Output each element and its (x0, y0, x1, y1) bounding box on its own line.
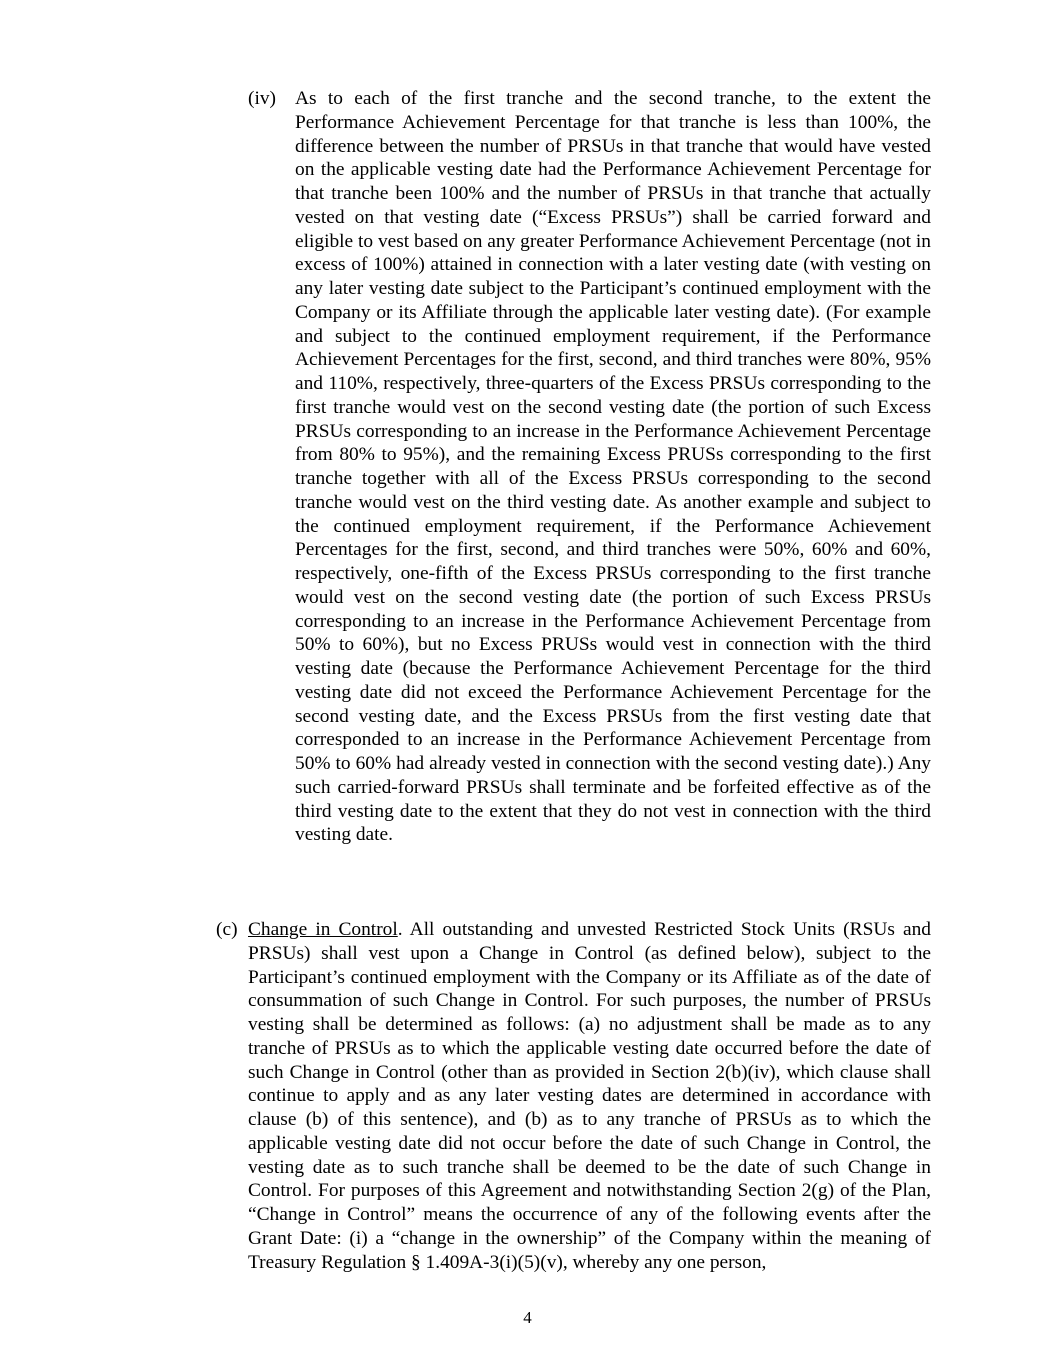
item-iv-label: (iv) (248, 88, 276, 109)
item-iv-paragraph: As to each of the first tranche and the second tranche, to the extent the Performance Achievement Percentage for that tranche is less than 100%, the difference between the number of PRSUs in that tranche that would have vested on the applicable vesting date had the Performance Achievement Percentage for that tranche been 100% and the number of PRSUs in that tranche that actually vested on that vesting date (“Excess PRSUs”) shall be carried forward and eligible to vest based on any greater Performance Achievement Percentage (not in excess of 100%) attained in connection with a later vesting date (with vesting on any later vesting date subject to the Participant’s continued employment with the Company or its Affiliate through the applicable later vesting date). (For example and subject to the continued employment requirement, if the Performance Achievement Percentages for the first, second, and third tranches were 80%, 95% and 110%, respectively, three-quarters of the Excess PRSUs corresponding to the first tranche would vest on the second vesting date (the portion of such Excess PRSUs corresponding to an increase in the Performance Achievement Percentage from 80% to 95%), and the remaining Excess PRUSs corresponding to the first tranche together with all of the Excess PRSUs corresponding to the second tranche would vest on the third vesting date. As another example and subject to the continued employment requirement, if the Performance Achievement Percentages for the first, second, and third tranches were 50%, 60% and 60%, respectively, one-fifth of the Excess PRSUs corresponding to the first tranche would vest on the second vesting date (the portion of such Excess PRSUs corresponding to an increase in the Performance Achievement Percentage from 50% to 60%), but no Excess PRUSs would vest in connection with the third vesting date (because the Performance Achievement Percentage for the third vesting date did not exceed the Performance Achievement Percentage for the second vesting date, and the Excess PRSUs from the first vesting date that corresponded to an increase in the Performance Achievement Percentage from 50% to 60% had already vested in connection with the second vesting date).) Any such carried-forward PRSUs shall terminate and be forfeited effective as of the third vesting date to the extent that they do not vest in connection with the third vesting date. (295, 88, 931, 846)
item-c-heading-suffix: . (397, 919, 403, 940)
item-c-label: (c) (216, 919, 238, 940)
item-c-text: All outstanding and unvested Restricted Stock Units (RSUs and PRSUs) shall vest upon a Change in Control (as defined below), subject to the Participant’s continued employment with the Company or its Affiliate as of the date of consummation of such Change in Control. For such purposes, the number of PRSUs vesting shall be determined as follows: (a) no adjustment shall be made as to any tranche of PRSUs as to which the applicable vesting date occurred before the date of such Change in Control (other than as provided in Section 2(b)(iv), which clause shall continue to apply and as any later vesting dates are determined in accordance with clause (b) of this sentence), and (b) as to any tranche of PRSUs as to which the applicable vesting date did not occur before the date of such Change in Control, the vesting date as to such tranche shall be deemed to be the date of such Change in Control. For purposes of this Agreement and notwithstanding Section 2(g) of the Plan, “Change in Control” means the occurrence of any of the following events after the Grant Date: (i) a “change in the ownership” of the Company within the meaning of Treasury Regulation § 1.409A-3(i)(5)(v), whereby any one person, (248, 919, 931, 1273)
item-c-heading: Change in Control (248, 919, 398, 940)
page-number: 4 (523, 1308, 532, 1327)
item-c-paragraph (248, 918, 931, 1274)
